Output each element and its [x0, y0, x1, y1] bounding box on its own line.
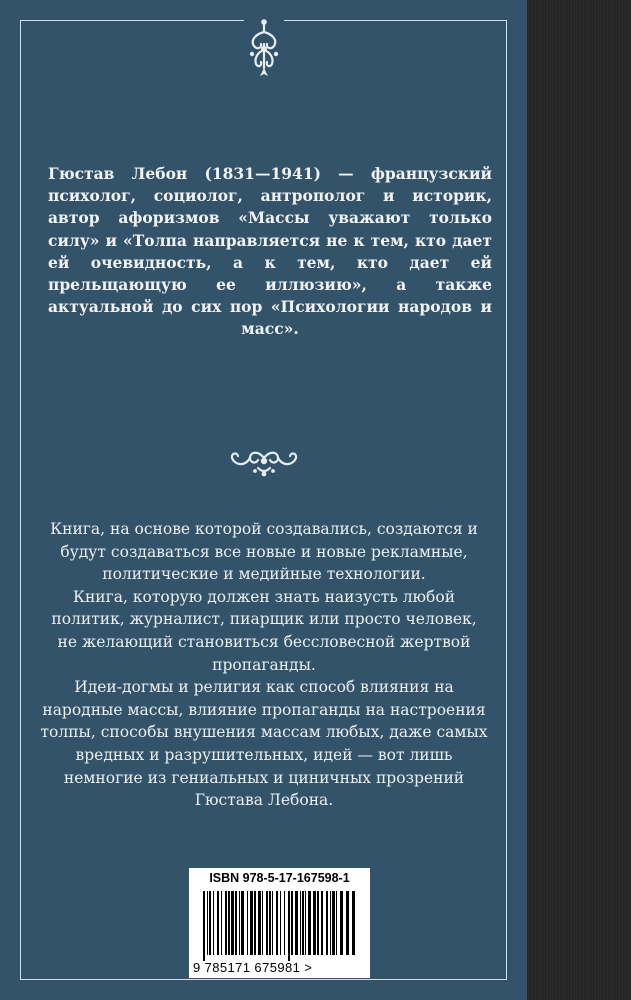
- isbn-barcode-box: [189, 868, 370, 978]
- isbn-digits: 9 785171 675981 >: [193, 960, 313, 975]
- barcode: [203, 891, 355, 961]
- spine-binding: [527, 0, 631, 1000]
- book-description: [40, 518, 488, 812]
- isbn-label: ISBN 978-5-17-167598-1: [209, 871, 350, 885]
- author-bio: Гюстав Лебон (1831—1941) — французский психолог, социолог, антрополог и историк, автор афоризмов «Массы уважают только силу» и «Толпа направляется не к тем, кто дает ей очевидность, а к тем, кто дает ей прельщающую ее иллюзию», а также актуальной до сих пор «Психологии народов и масс».: [48, 164, 492, 339]
- description-paragraph: Книга, на основе которой создавались, создаются и будут создаваться все новые и новые рекламные, политические и медийные технологии.: [50, 520, 478, 584]
- description-paragraph: Идеи-догмы и религия как способ влияния на народные массы, влияние пропаганды на настроения толпы, способы внушения массам любых, даже самых вредных и разрушительных, идей — вот лишь немногие из гениальных и циничных прозрений Гюстава Лебона.: [40, 678, 488, 810]
- ornament-fleuron-icon: [0, 18, 527, 80]
- description-paragraph: Книга, которую должен знать наизусть любой политик, журналист, пиарщик или просто человек, не желающий становиться бессловесной жертвой пропаганды.: [51, 587, 477, 674]
- ornament-scroll-icon: [0, 444, 527, 478]
